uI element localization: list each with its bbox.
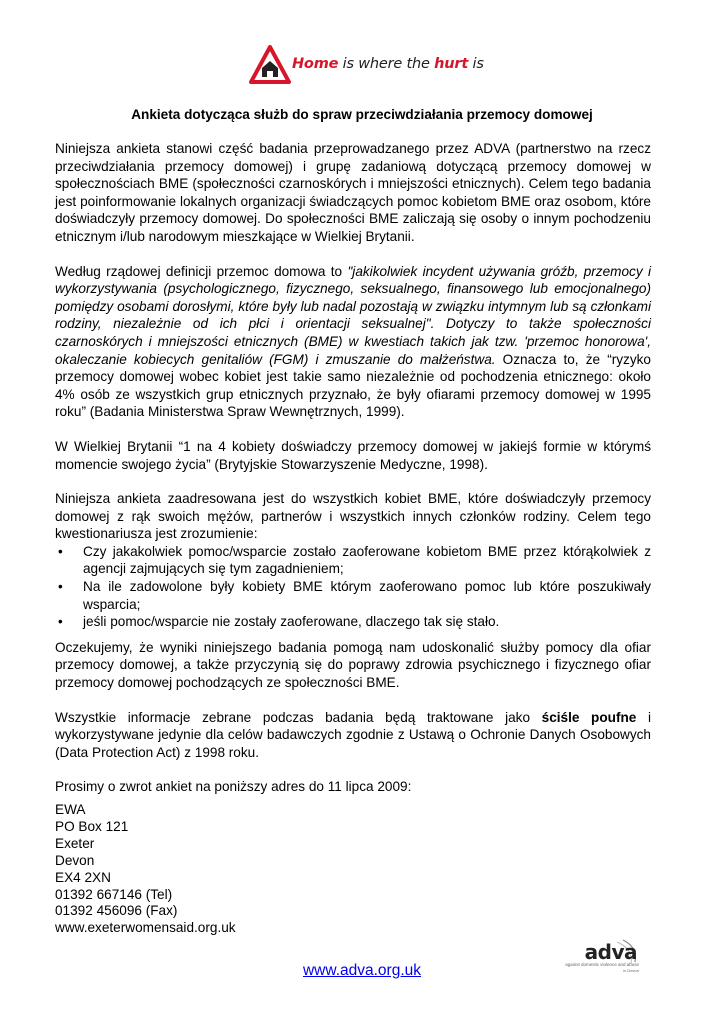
home-is-where-the-hurt-is-logo	[248, 44, 484, 90]
logo-word-home: Home	[292, 56, 339, 72]
confidentiality-lead: Wszystkie informacje zebrane podczas badania będą traktowane jako	[55, 709, 542, 725]
list-item-text: Czy jakakolwiek pomoc/wsparcie zostało zaoferowane kobietom BME przez którąkolwiek z agencji zajmujących się tym zagadnieniem;	[83, 543, 651, 577]
adva-logo-region: in Devon	[623, 968, 639, 973]
adva-logo-tagline: against domestic violence and abuse	[565, 962, 639, 967]
address-line-postcode: EX4 2XN	[55, 869, 111, 885]
address-line-website: www.exeterwomensaid.org.uk	[55, 920, 236, 936]
document-title: Ankieta dotycząca służb do spraw przeciwdziałania przemocy domowej	[131, 107, 593, 122]
logo-word-is: is	[472, 56, 484, 72]
bullet-icon: •	[58, 579, 63, 595]
bullet-icon: •	[58, 614, 63, 630]
list-item	[58, 578, 651, 613]
list-item	[58, 543, 651, 578]
paragraph-return-instructions: Prosimy o zwrot ankiet na poniższy adres do 11 lipca 2009:	[55, 779, 412, 795]
confidentiality-tail: i wykorzystywane jedynie dla celów badawczych zgodnie z Ustawą o Ochronie Danych Osobowych (Data Protection Act) z 1998 roku.	[55, 709, 651, 760]
adva-website-link[interactable]: www.adva.org.uk	[302, 962, 422, 979]
paragraph-definition	[55, 263, 651, 421]
address-line-po-box: PO Box 121	[55, 818, 129, 834]
address-line-fax: 01392 456096 (Fax)	[55, 903, 178, 919]
document-body	[55, 140, 651, 937]
adva-logo-word: adva	[584, 940, 637, 964]
return-address	[55, 802, 651, 937]
logo-word-hurt: hurt	[434, 56, 469, 72]
confidentiality-emphasis: ściśle poufne	[541, 709, 637, 725]
definition-lead: Według rządowej definicji przemoc domowa to	[55, 263, 348, 279]
logo-word-is-where-the: is where the	[342, 56, 430, 72]
list-item-text: jeśli pomoc/wsparcie nie zostały zaoferowane, dlaczego tak się stało.	[83, 614, 500, 630]
paragraph-statistics: W Wielkiej Brytanii “1 na 4 kobiety doświadczy przemocy domowej w jakiejś formie w którymś momencie swojego życia” (Brytyjskie Stowarzyszenie Medyczne, 1998).	[55, 438, 651, 472]
paragraph-intro: Niniejsza ankieta stanowi część badania przeprowadzanego przez ADVA (partnerstwo na rzecz przeciwdziałania przemocy domowej) i grupę zadaniową dotyczącą przemocy domowej w społecznościach BME (społeczności czarnoskórych i mniejszości etnicznych). Celem tego badania jest poinformowanie lokalnych organizacji świadczących pomoc kobietom BME oraz osobom, które doświadczyły przemocy domowej. Do społeczności BME zaliczają się osoby o innym pochodzeniu etnicznym i/lub narodowym mieszkające w Wielkiej Brytanii.	[55, 141, 651, 244]
address-line-organisation: EWA	[55, 802, 86, 817]
definition-tail: Oznacza to, że “ryzyko przemocy domowej wobec kobiet jest takie samo niezależnie od pochodzenia etnicznego: około 4% osób ze wszystkich grup etnicznych przyznało, że były ofiarami przemocy domowej w 1995 roku” (Badania Ministerstwa Spraw Wewnętrznych, 1999).	[55, 351, 651, 420]
aims-list	[55, 543, 651, 631]
bullet-icon: •	[58, 543, 63, 559]
list-item	[58, 613, 651, 631]
paragraph-confidentiality	[55, 709, 651, 762]
address-line-county: Devon	[55, 852, 95, 868]
list-item-text: Na ile zadowolone były kobiety BME którym zaoferowano pomoc lub które poszukiwały wsparcia;	[83, 579, 651, 612]
address-line-phone: 01392 667146 (Tel)	[55, 886, 173, 902]
address-line-city: Exeter	[55, 835, 95, 851]
definition-quote: "jakikolwiek incydent używania gróźb, przemocy i wykorzystywania (psychologicznego, fizycznego, seksualnego, finansowego lub emocjonalnego) pomiędzy osobami dorosłymi, które były lub nadal pozostają w związku intymnym lub są członkami rodziny, niezależnie od ich płci i orientacji seksualnej". Dotyczy to także społeczności czarnoskórych i mniejszości etnicznych (BME) w kwestiach takich jak tzw. 'przemoc honorowa', okaleczanie kobiecych genitaliów (FGM) i zmuszanie do małżeństwa.	[55, 263, 651, 367]
paragraph-expectations: Oczekujemy, że wyniki niniejszego badania pomogą nam udoskonalić służby pomocy dla ofiar przemocy domowej, a także przyczynią się do poprawy zdrowia psychicznego i fizycznego ofiar przemocy domowej pochodzących ze społeczności BME.	[55, 639, 651, 691]
paragraph-audience: Niniejsza ankieta zaadresowana jest do wszystkich kobiet BME, które doświadczyły przemocy domowej z rąk swoich mężów, partnerów i wszystkich innych członków rodziny. Celem tego kwestionariusza jest zrozumienie:	[55, 491, 651, 542]
house-warning-icon	[248, 44, 292, 86]
